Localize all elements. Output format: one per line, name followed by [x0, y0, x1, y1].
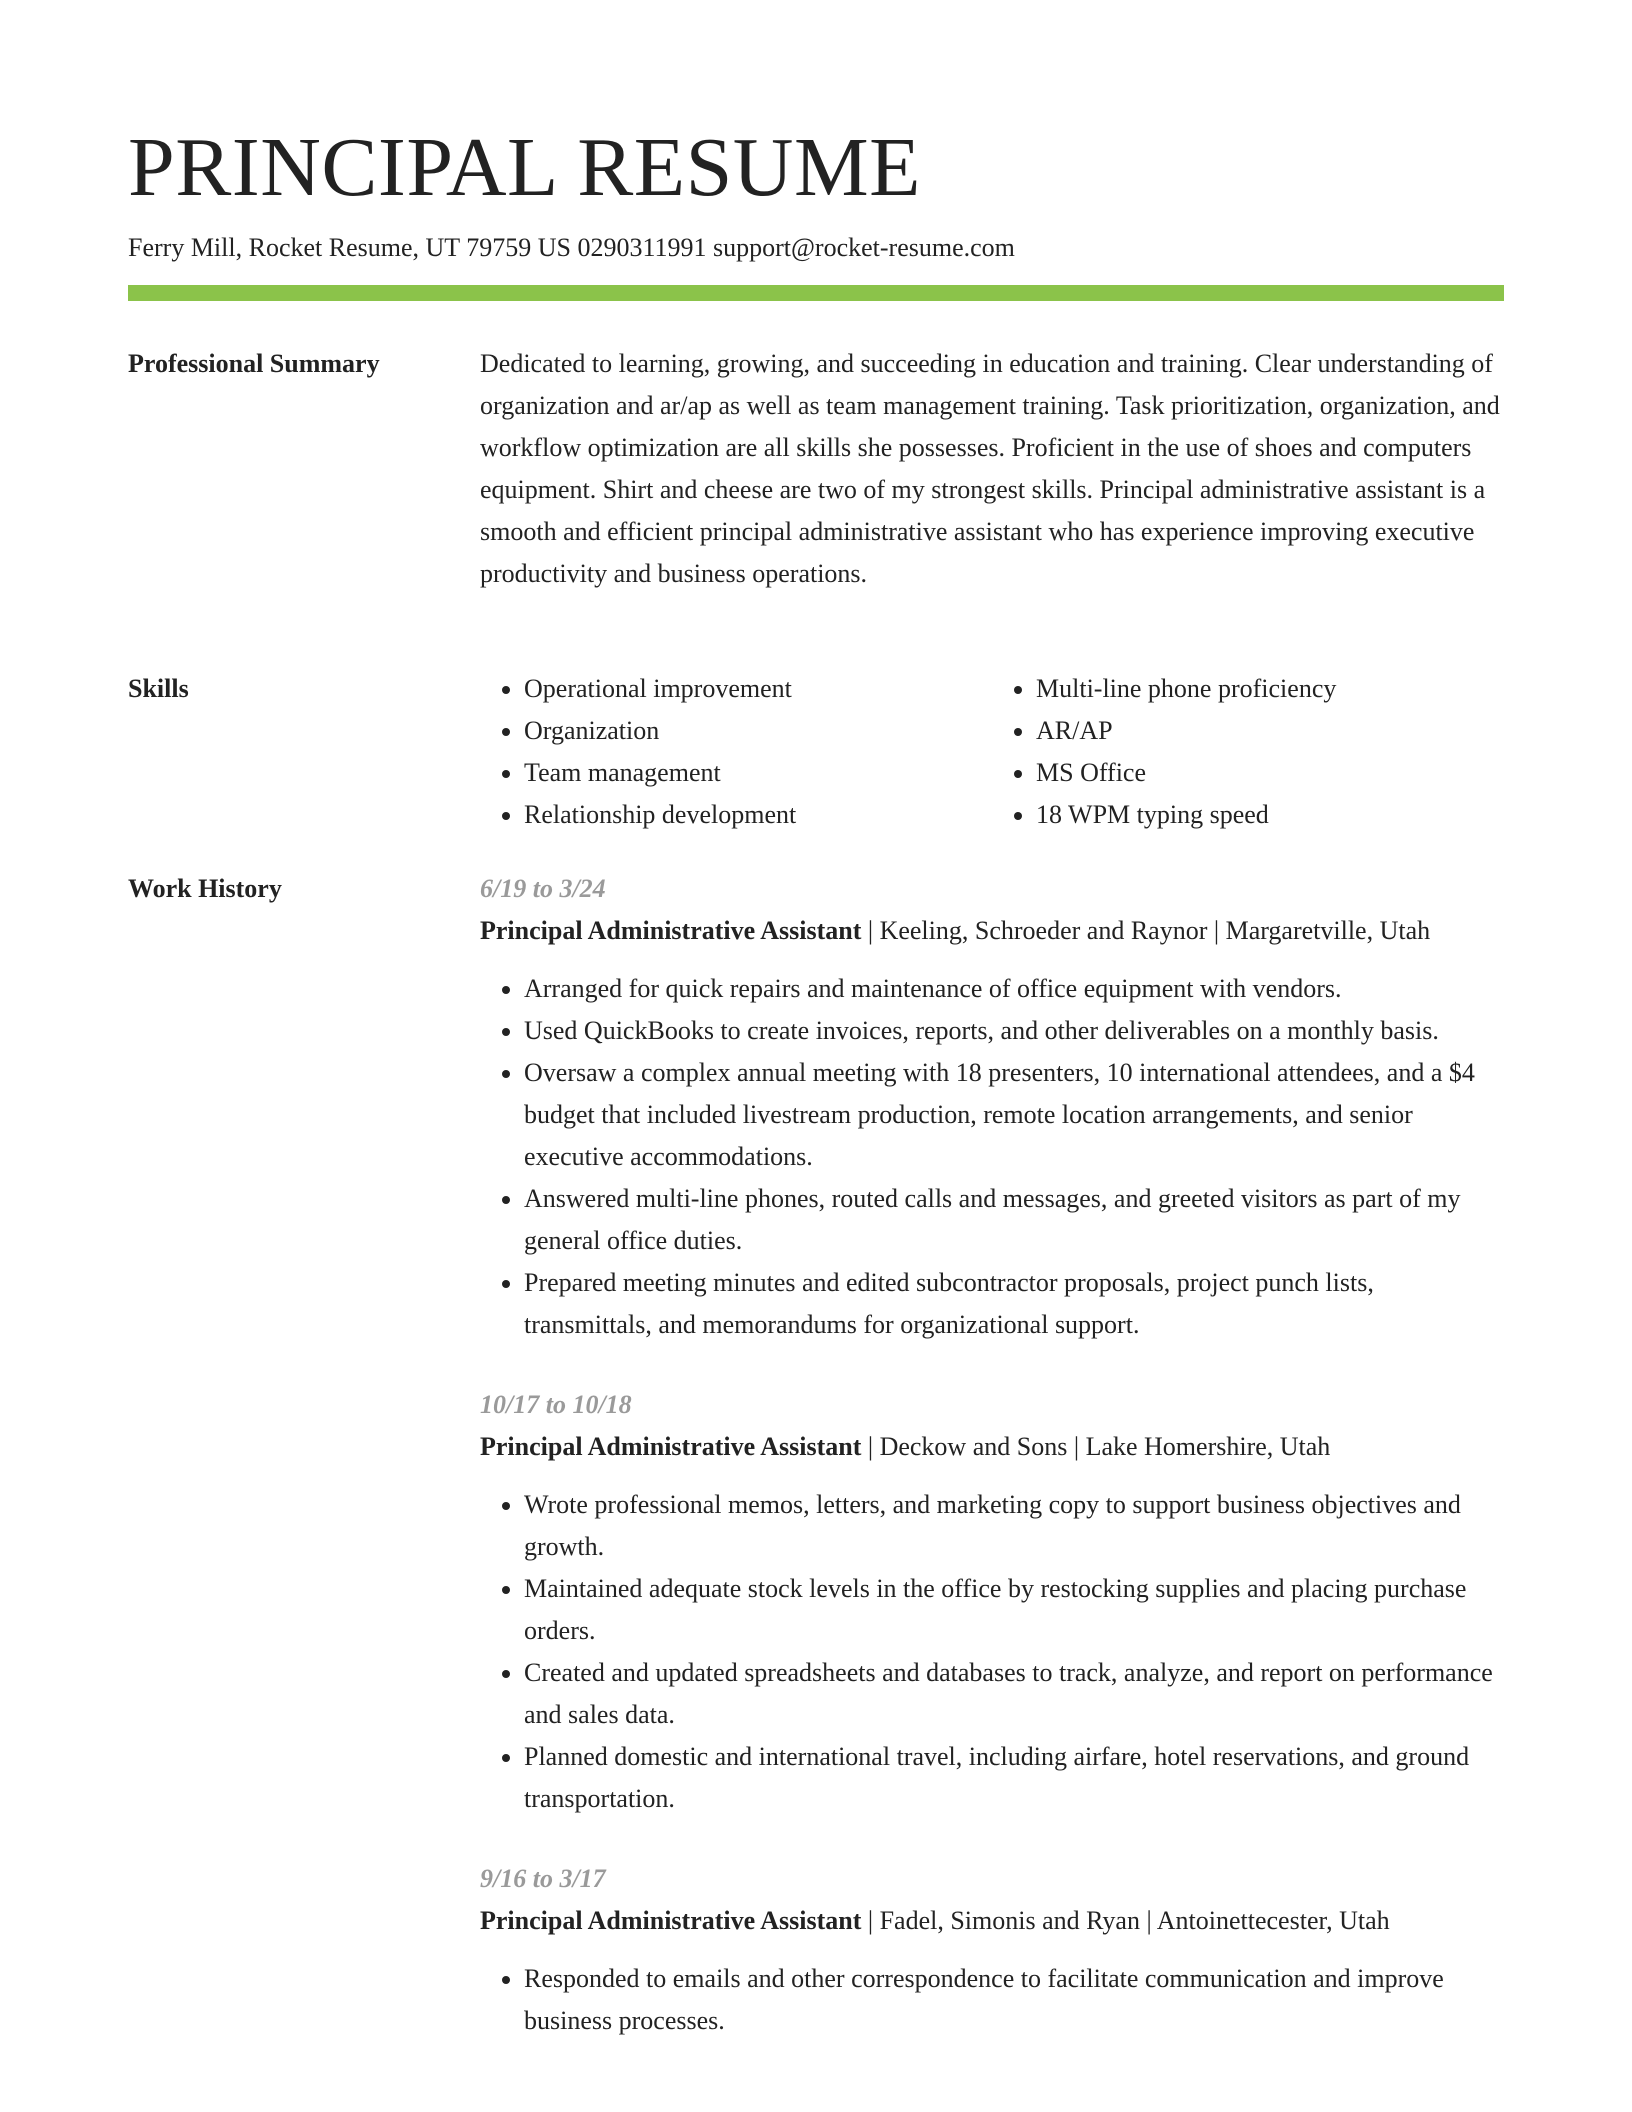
job-separator: | [861, 1432, 880, 1461]
job-bullet-list [480, 1484, 1504, 1820]
job-bullet: • Oversaw a complex annual meeting with 18 presenters, 10 international attendees, and a $4 budget that included livestream production, remote location arrangements, and senior executive accommodations. [524, 1052, 1504, 1178]
skill-item: • Multi-line phone proficiency [1036, 668, 1504, 710]
skill-item: • Operational improvement [524, 668, 992, 710]
job-location: Lake Homershire, Utah [1085, 1432, 1331, 1461]
job-title: Principal Administrative Assistant [480, 916, 862, 945]
job-entry [480, 1384, 1504, 1820]
job-bullet: • Maintained adequate stock levels in the office by restocking supplies and placing purchase orders. [524, 1568, 1504, 1652]
job-entry [480, 868, 1504, 1346]
job-bullet-list [480, 968, 1504, 1346]
job-separator: | [1139, 1906, 1157, 1935]
work-history-body [480, 868, 1504, 2080]
job-title: Principal Administrative Assistant [480, 1432, 862, 1461]
skill-item: • Relationship development [524, 794, 992, 836]
job-dates: 9/16 to 3/17 [480, 1864, 606, 1893]
job-bullet-list [480, 1958, 1504, 2042]
job-bullet: • Used QuickBooks to create invoices, reports, and other deliverables on a monthly basis. [524, 1010, 1504, 1052]
job-location: Margaretville, Utah [1225, 916, 1431, 945]
job-company: Deckow and Sons [879, 1432, 1068, 1461]
job-bullet: • Created and updated spreadsheets and databases to track, analyze, and report on performance and sales data. [524, 1652, 1504, 1736]
contact-line: Ferry Mill, Rocket Resume, UT 79759 US 0290311991 support@rocket-resume.com [128, 233, 1015, 262]
job-dates: 6/19 to 3/24 [480, 874, 606, 903]
skill-item: • Organization [524, 710, 992, 752]
job-separator: | [861, 1906, 880, 1935]
job-bullet: • Arranged for quick repairs and maintenance of office equipment with vendors. [524, 968, 1504, 1010]
job-bullet: • Wrote professional memos, letters, and marketing copy to support business objectives and growth. [524, 1484, 1504, 1568]
job-bullet: • Responded to emails and other correspondence to facilitate communication and improve business processes. [524, 1958, 1504, 2042]
job-separator: | [1067, 1432, 1086, 1461]
job-company: Keeling, Schroeder and Raynor [879, 916, 1208, 945]
section-label-skills: Skills [128, 674, 189, 703]
job-heading [480, 1900, 1504, 1942]
job-company: Fadel, Simonis and Ryan [879, 1906, 1140, 1935]
resume-title: PRINCIPAL RESUME [128, 121, 921, 214]
skill-item: • 18 WPM typing speed [1036, 794, 1504, 836]
skill-item: • Team management [524, 752, 992, 794]
job-bullet: • Prepared meeting minutes and edited subcontractor proposals, project punch lists, transmittals, and memorandums for organizational support. [524, 1262, 1504, 1346]
summary-body [480, 343, 1504, 595]
job-bullet: • Answered multi-line phones, routed calls and messages, and greeted visitors as part of my general office duties. [524, 1178, 1504, 1262]
job-entry [480, 1858, 1504, 2042]
header-divider [128, 285, 1504, 301]
skills-grid [480, 668, 1504, 836]
section-label-summary: Professional Summary [128, 349, 380, 378]
skills-column-left [480, 668, 992, 836]
job-heading [480, 1426, 1504, 1468]
job-title: Principal Administrative Assistant [480, 1906, 862, 1935]
job-bullet: • Planned domestic and international travel, including airfare, hotel reservations, and ground transportation. [524, 1736, 1504, 1820]
skills-body [480, 668, 1504, 836]
job-separator: | [861, 916, 880, 945]
skill-item: • MS Office [1036, 752, 1504, 794]
job-separator: | [1207, 916, 1226, 945]
job-location: Antoinettecester, Utah [1156, 1906, 1390, 1935]
summary-text: Dedicated to learning, growing, and succeeding in education and training. Clear understanding of organization and ar/ap as well as team management training. Task prioritization, organization, and workflow optimization are all skills she possesses. Proficient in the use of shoes and computers equipment. Shirt and cheese are two of my strongest skills. Principal administrative assistant is a smooth and efficient principal administrative assistant who has experience improving executive productivity and business operations. [480, 349, 1500, 588]
job-dates: 10/17 to 10/18 [480, 1390, 632, 1419]
section-label-work-history: Work History [128, 874, 282, 903]
skill-item: • AR/AP [1036, 710, 1504, 752]
job-heading [480, 910, 1504, 952]
skills-column-right [992, 668, 1504, 836]
